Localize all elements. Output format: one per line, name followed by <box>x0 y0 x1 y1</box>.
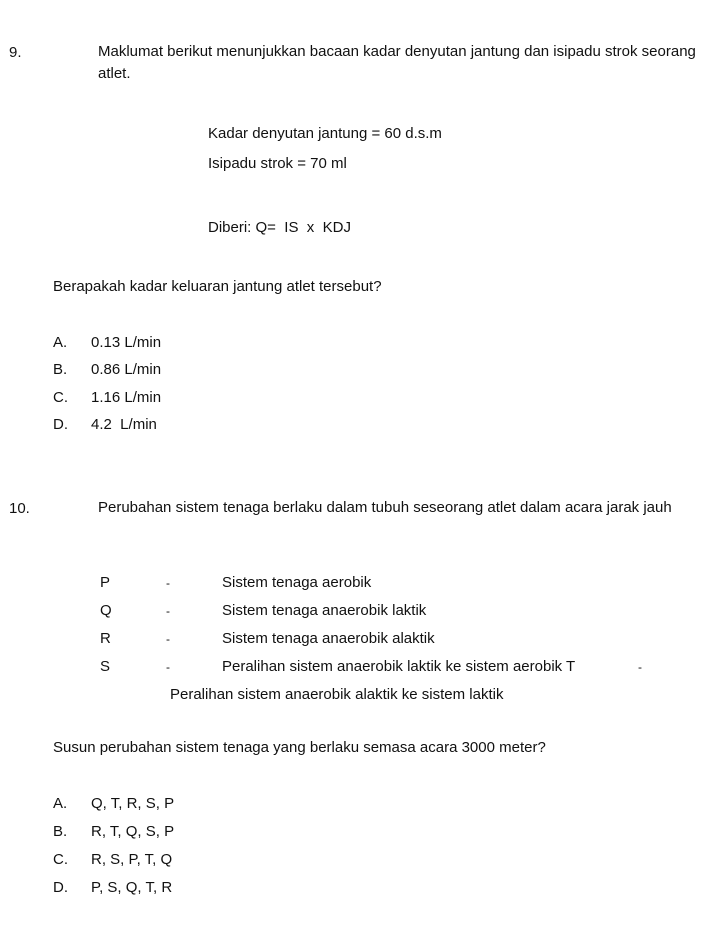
given-heart-rate: Kadar denyutan jantung = 60 d.s.m <box>208 125 442 142</box>
option-text-b: R, T, Q, S, P <box>91 823 175 840</box>
question-10-stem: Perubahan sistem tenaga berlaku dalam tubuh seseorang atlet dalam acara jarak jauh <box>98 499 672 516</box>
option-letter-c: C. <box>53 851 68 868</box>
item-key-p: P <box>100 574 111 591</box>
option-text-c: R, S, P, T, Q <box>91 851 173 868</box>
formula: Diberi: Q= IS x KDJ <box>208 219 351 236</box>
item-dash-t: - <box>638 660 642 674</box>
option-text-d: P, S, Q, T, R <box>91 879 173 896</box>
option-letter-d: D. <box>53 879 68 896</box>
option-text-c: 1.16 L/min <box>91 389 162 406</box>
item-desc-r: Sistem tenaga anaerobik alaktik <box>222 630 435 647</box>
question-10-number: 10. <box>9 500 30 517</box>
item-desc-p: Sistem tenaga aerobik <box>222 574 372 591</box>
question-9-number: 9. <box>9 44 22 61</box>
option-letter-b: B. <box>53 361 68 378</box>
question-9-prompt: Berapakah kadar keluaran jantung atlet tersebut? <box>53 278 382 295</box>
item-dash-r: - <box>166 632 170 646</box>
option-text-b: 0.86 L/min <box>91 361 162 378</box>
question-9-stem: Maklumat berikut menunjukkan bacaan kadar denyutan jantung dan isipadu strok seorang atlet. <box>98 43 696 82</box>
item-dash-q: - <box>166 604 170 618</box>
option-letter-a: A. <box>53 334 68 351</box>
given-stroke-volume: Isipadu strok = 70 ml <box>208 155 347 172</box>
item-key-q: Q <box>100 602 112 619</box>
item-dash-s: - <box>166 660 170 674</box>
question-10-prompt: Susun perubahan sistem tenaga yang berlaku semasa acara 3000 meter? <box>53 739 546 756</box>
option-letter-d: D. <box>53 416 68 433</box>
option-text-a: Q, T, R, S, P <box>91 795 175 812</box>
item-key-r: R <box>100 630 111 647</box>
item-desc-s: Peralihan sistem anaerobik laktik ke sistem aerobik T <box>222 658 576 675</box>
item-desc-q: Sistem tenaga anaerobik laktik <box>222 602 427 619</box>
option-text-a: 0.13 L/min <box>91 334 162 351</box>
option-text-d: 4.2 L/min <box>91 416 157 433</box>
option-letter-c: C. <box>53 389 68 406</box>
option-letter-b: B. <box>53 823 68 840</box>
item-key-s: S <box>100 658 111 675</box>
item-dash-p: - <box>166 576 170 590</box>
item-desc-t: Peralihan sistem anaerobik alaktik ke sistem laktik <box>170 686 504 703</box>
option-letter-a: A. <box>53 795 68 812</box>
